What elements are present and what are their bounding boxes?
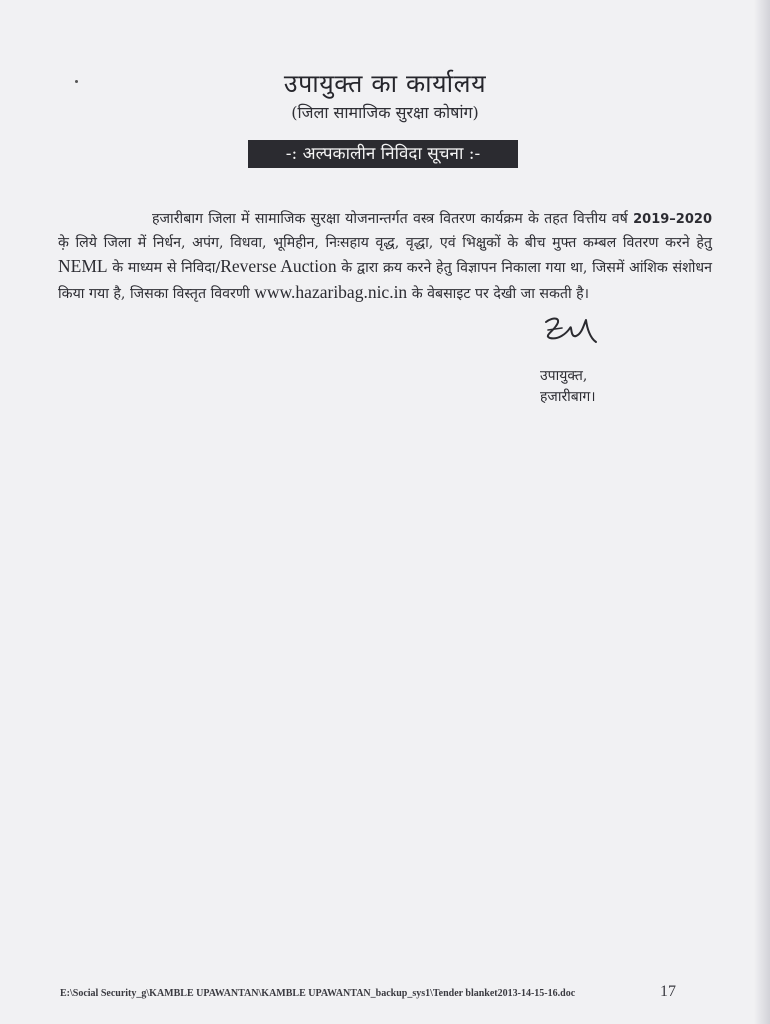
reverse-auction-text: Reverse Auction: [220, 256, 337, 276]
handwritten-signature: [540, 312, 600, 348]
scan-edge-shadow: [754, 0, 770, 1024]
page-number: 17: [660, 983, 676, 1000]
footer-file-path: E:\Social Security_g\KAMBLE UPAWANTAN\KAMBLE UPAWANTAN_backup_sys1\Tender blanket2013-14-15-16.doc: [60, 988, 576, 999]
body-text-part: हजारीबाग जिला में सामाजिक सुरक्षा योजनान्तर्गत वस्त्र वितरण कार्यक्रम के तहत वित्तीय वर्ष: [152, 211, 634, 227]
notice-body: [58, 208, 712, 306]
website-link[interactable]: www.hazaribag.nic.in: [254, 281, 408, 302]
office-title: उपायुक्त का कार्यालय: [283, 69, 487, 98]
body-text-part: के लिये जिला में निर्धन, अपंग, विधवा, भूमिहीन, निःसहाय वृद्ध, वृद्धा, एवं भिक्षुकों के बीच मुफ्त कम्बल वितरण करने हेतु: [58, 234, 712, 251]
notice-heading: -: अल्पकालीन निविदा सूचना :-: [248, 140, 518, 168]
body-text-part: के वेबसाइट पर देखी जा सकती है।: [407, 285, 590, 302]
signatory-block: [540, 366, 596, 408]
body-text-part: के द्वारा क्रय करने हेतु विज्ञापन निकाला गया था, जिसमें आंशिक संशोधन किया गया है, जिसका विस्तृत विवरणी: [58, 260, 712, 302]
neml-text: NEML: [58, 256, 108, 276]
signatory-designation: उपायुक्त,: [540, 368, 588, 384]
body-text-part: के माध्यम से निविदा/: [107, 260, 221, 276]
department-subtitle: (जिला सामाजिक सुरक्षा कोषांग): [291, 103, 479, 122]
signatory-place: हजारीबाग।: [540, 389, 596, 405]
financial-year: 2019–2020: [633, 212, 712, 227]
